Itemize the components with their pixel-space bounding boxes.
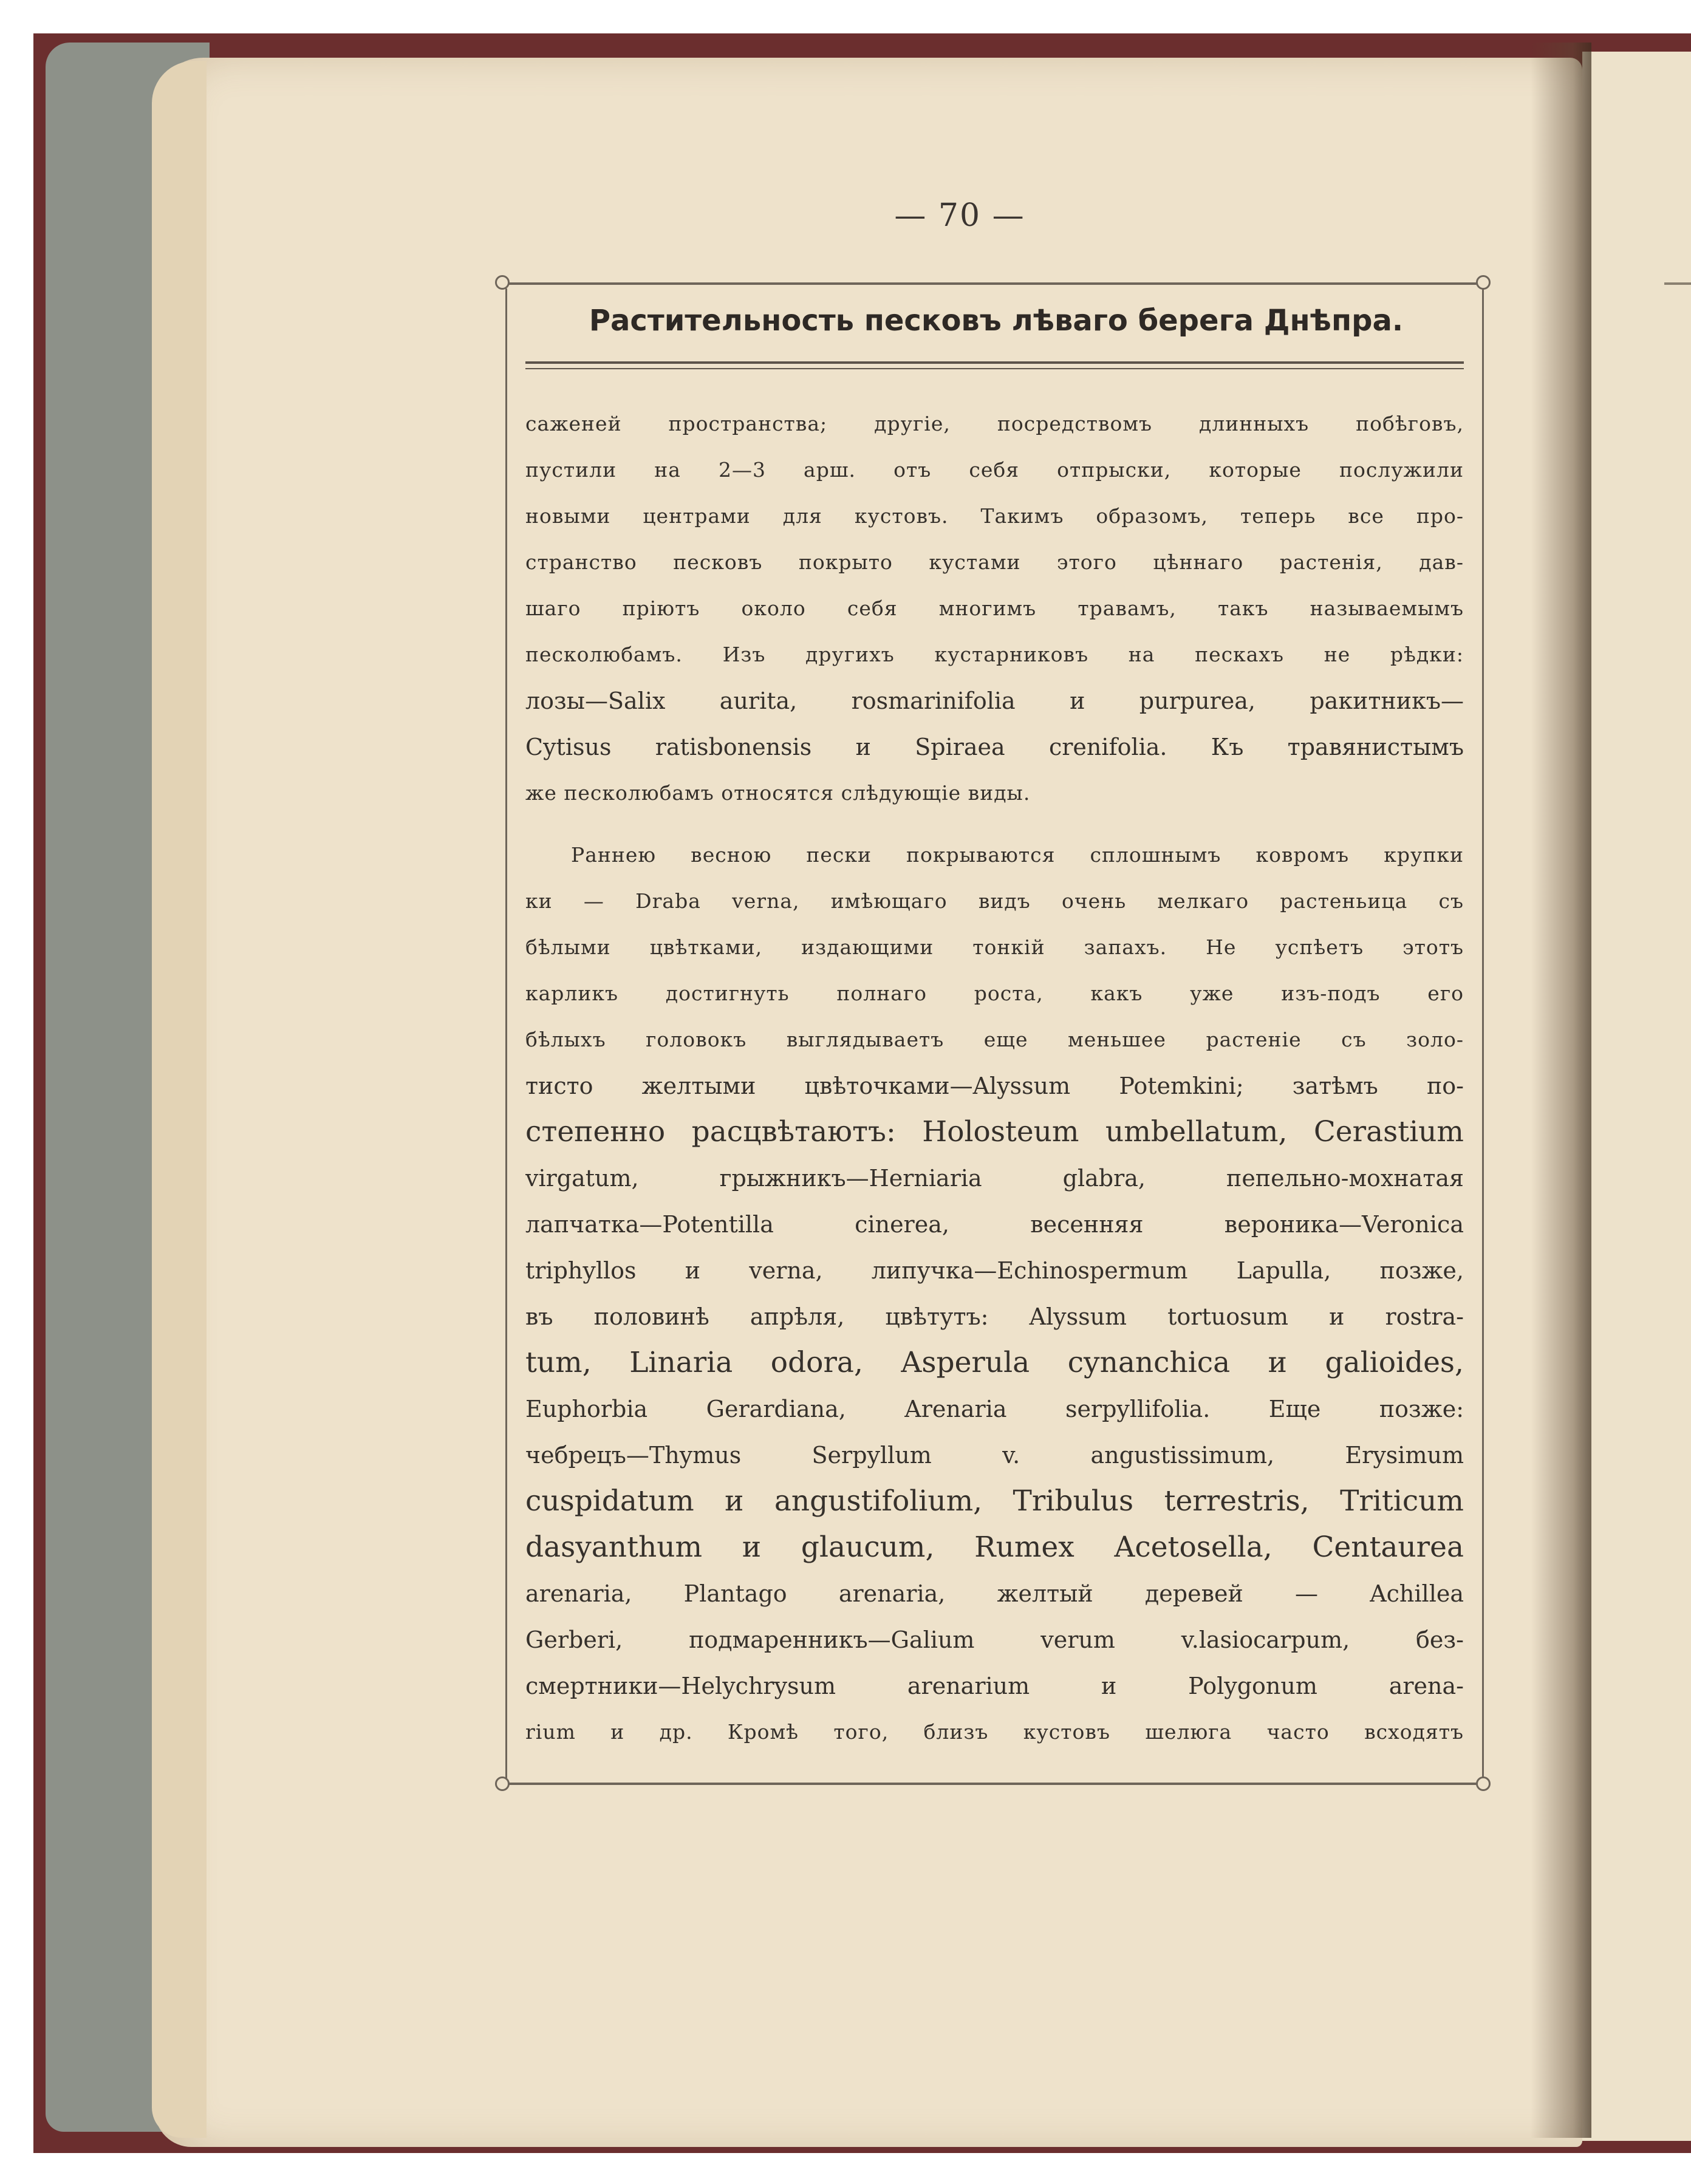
frame-corner-ornament (495, 1776, 510, 1791)
paragraph-gap (525, 816, 1464, 832)
text-line: пустили на 2—3 арш. отъ себя отпрыски, которые послужили (525, 458, 1464, 482)
text-line: въ половинѣ апрѣля, цвѣтутъ: Alyssum tortuosum и rostra- (525, 1303, 1464, 1330)
text-line: tum, Linaria odora, Asperula cynanchica и galioides, (525, 1346, 1464, 1379)
next-page-frame-rule (1664, 282, 1691, 285)
text-line: бѣлыми цвѣтками, издающими тонкiй запахъ. Не успѣетъ этотъ (525, 935, 1464, 959)
text-line: ки — Draba verna, имѣющаго видъ очень мелкаго растеньица съ (525, 889, 1464, 913)
header-rule (525, 368, 1464, 369)
frame-left-rule (505, 288, 507, 1780)
text-line: cuspidatum и angustifolium, Tribulus terrestris, Triticum (525, 1484, 1464, 1518)
text-line: triphyllos и verna, липучка—Echinospermum Lapulla, позже, (525, 1257, 1464, 1284)
text-line: карликъ достигнуть полнаго роста, какъ уже изъ-подъ его (525, 981, 1464, 1005)
text-line: чебрецъ—Thymus Serpyllum v. angustissimum, Erysimum (525, 1442, 1464, 1469)
text-line: шаго прiютъ около себя многимъ травамъ, такъ называемымъ (525, 596, 1464, 620)
text-line: смертники—Helychrysum arenarium и Polygonum arena- (525, 1673, 1464, 1699)
next-page-edge (1582, 52, 1691, 2141)
page-left-edge (152, 61, 207, 2138)
frame-corner-ornament (1476, 275, 1491, 290)
text-line: Gerberi, подмаренникъ—Galium verum v.lasiocarpum, без- (525, 1626, 1464, 1653)
text-line: Cytisus ratisbonensis и Spiraea crenifolia. Къ травянистымъ (525, 734, 1464, 760)
text-line: лозы—Salix aurita, rosmarinifolia и purpurea, ракитникъ— (525, 688, 1464, 714)
text-line: песколюбамъ. Изъ другихъ кустарниковъ на пескахъ не рѣдки: (525, 643, 1464, 666)
text-line: rium и др. Кромѣ того, близъ кустовъ шелюга часто всходятъ (525, 1720, 1464, 1744)
frame-top-rule (504, 282, 1485, 285)
frame-right-rule (1482, 288, 1484, 1780)
text-line: саженей пространства; другiе, посредствомъ длинныхъ побѣговъ, (525, 412, 1464, 435)
frame-bottom-rule (504, 1783, 1485, 1785)
text-line: arenaria, Plantago arenaria, желтый деревей — Achillea (525, 1580, 1464, 1607)
text-line: бѣлыхъ головокъ выглядываетъ еще меньшее растенiе съ золо- (525, 1028, 1464, 1051)
page-number: — 70 — (894, 197, 1025, 234)
page-gutter-shadow (1531, 43, 1591, 2138)
text-line: тисто желтыми цвѣточками—Alyssum Potemkini; затѣмъ по- (525, 1073, 1464, 1099)
text-line: же песколюбамъ относятся слѣдующiе виды. (525, 781, 1031, 805)
frame-corner-ornament (495, 275, 510, 290)
text-line: Euphorbia Gerardiana, Arenaria serpyllifolia. Еще позже: (525, 1396, 1464, 1422)
text-line: степенно расцвѣтаютъ: Holosteum umbellatum, Cerastium (525, 1115, 1464, 1148)
body-text (525, 401, 1464, 1755)
text-line: новыми центрами для кустовъ. Такимъ образомъ, теперь все про- (525, 504, 1464, 528)
frame-corner-ornament (1476, 1776, 1491, 1791)
running-header: Растительность песковъ лѣваго берега Днѣпра. (589, 304, 1404, 338)
text-line: dasyanthum и glaucum, Rumex Acetosella, Centaurea (525, 1531, 1464, 1564)
header-rule (525, 361, 1464, 364)
text-line: Раннею весною пески покрываются сплошнымъ ковромъ крупки (571, 843, 1464, 867)
text-line: странство песковъ покрыто кустами этого цѣннаго растенiя, дав- (525, 550, 1464, 574)
text-line: virgatum, грыжникъ—Herniaria glabra, пепельно-мохнатая (525, 1165, 1464, 1192)
text-line: лапчатка—Potentilla cinerea, весенняя вероника—Veronica (525, 1211, 1464, 1238)
